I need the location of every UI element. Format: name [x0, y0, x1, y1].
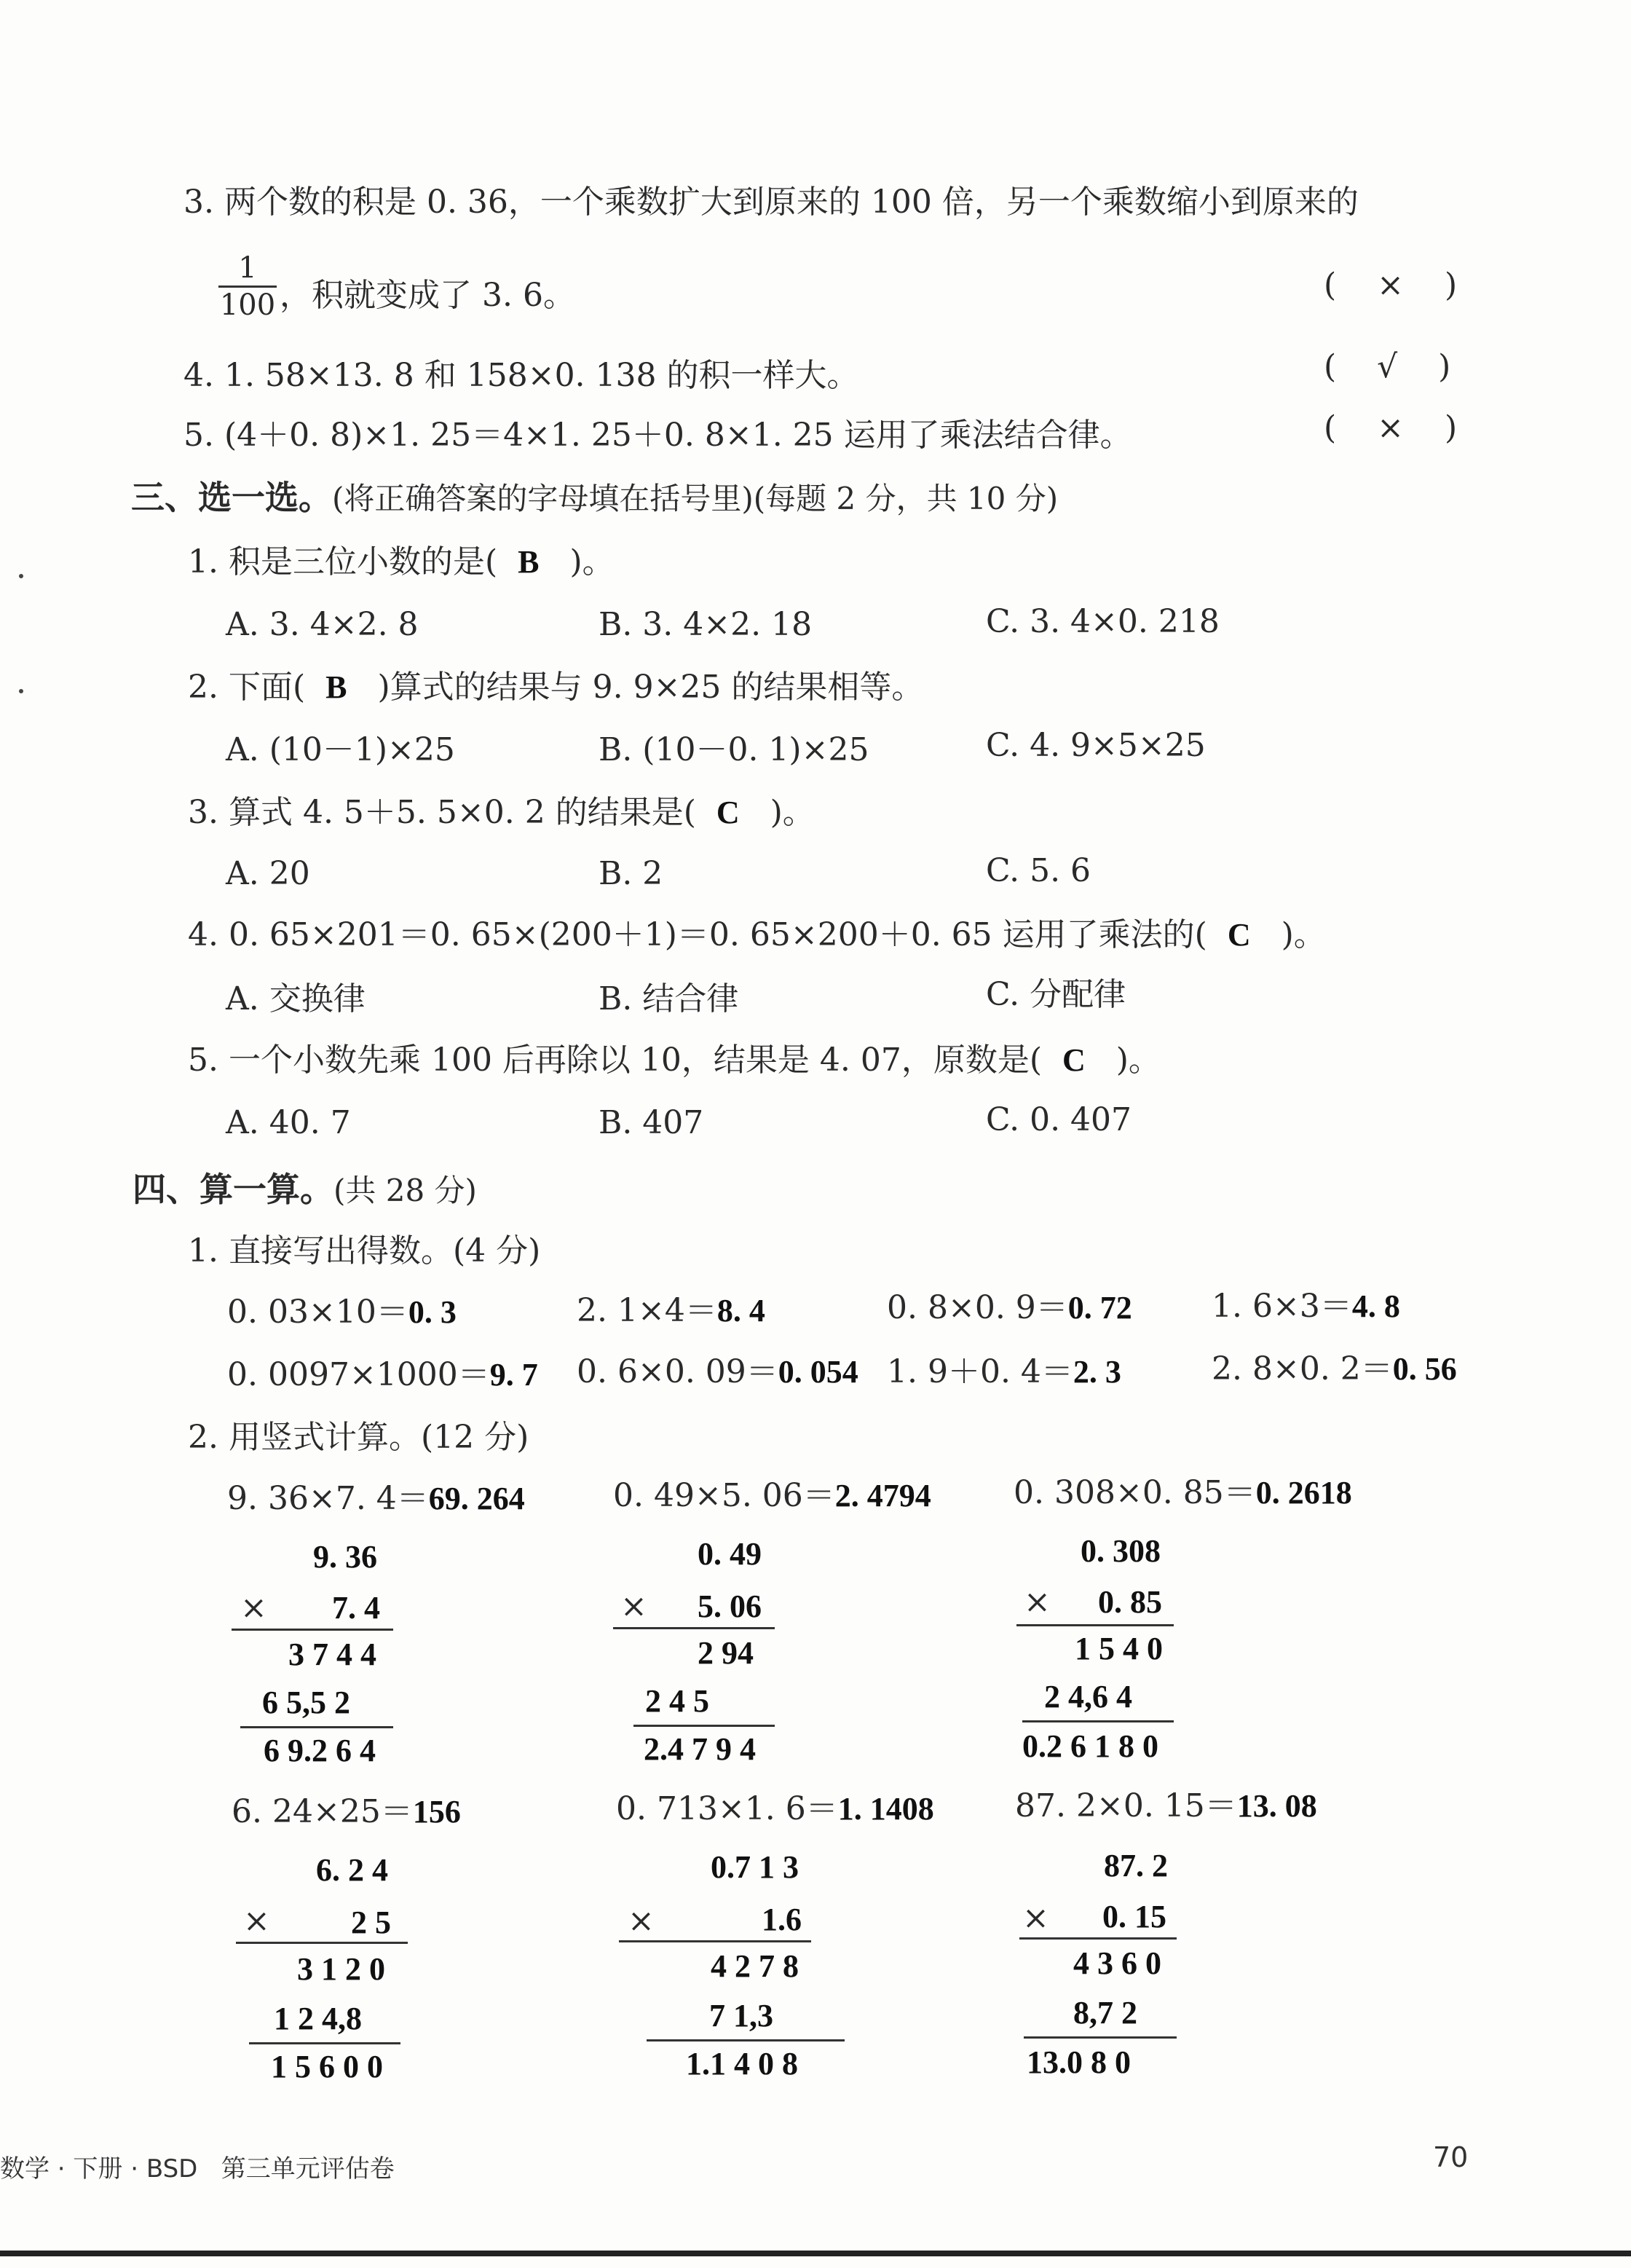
direct-calc-answer: 0. 054: [778, 1354, 858, 1390]
tf-q5-answer: ×: [1377, 409, 1404, 446]
vcalc-rule: [1019, 1937, 1177, 1940]
margin-mark: [19, 689, 23, 693]
vcalc-2-partial-1: 2 94: [698, 1635, 754, 1671]
margin-mark: [19, 574, 23, 578]
choice-q2-option-b: B. (10－0. 1)×25: [599, 731, 869, 768]
choice-question-1: 1. 积是三位小数的是( B )。: [188, 543, 615, 580]
vcalc-1-partial-1: 3 7 4 4: [288, 1637, 376, 1672]
times-sign: ×: [620, 1588, 647, 1625]
tf-question-4: 4. 1. 58×13. 8 和 158×0. 138 的积一样大。: [183, 357, 859, 394]
choice-q4-answer: C: [1227, 917, 1251, 953]
vcalc-rule: [633, 1725, 775, 1727]
times-sign: ×: [628, 1902, 655, 1940]
section-3-header: [131, 476, 1058, 520]
vcalc-3-multiplier: 0. 85: [1098, 1584, 1162, 1620]
vertical-calc-answer: 1. 1408: [837, 1791, 934, 1827]
section-4-header: [133, 1168, 477, 1212]
footer-book-info: [0, 2149, 395, 2184]
choice-q1-answer: B: [518, 544, 540, 580]
footer-book: 数学 · 下册 · BSD: [0, 2154, 198, 2184]
footer-unit: 第三单元评估卷: [221, 2154, 395, 2184]
choice-q4-option-c: C. 分配律: [986, 976, 1126, 1013]
direct-calc-answer: 0. 56: [1392, 1351, 1457, 1387]
vcalc-6-multiplier: 0. 15: [1102, 1899, 1166, 1934]
times-sign: ×: [243, 1902, 270, 1940]
vcalc-rule: [236, 1942, 408, 1944]
choice-q1-option-c: C. 3. 4×0. 218: [986, 603, 1220, 640]
calc-sub-1-title: 1. 直接写出得数。(4 分): [188, 1232, 541, 1269]
vcalc-5-multiplier: 1.6: [762, 1902, 802, 1937]
section-4-title: 四、算一算。: [133, 1170, 333, 1209]
vcalc-2-result: 2.4 7 9 4: [644, 1731, 756, 1767]
choice-q2-option-a: A. (10－1)×25: [226, 731, 455, 768]
choice-q3-option-a: A. 20: [226, 855, 310, 892]
bottom-border: [0, 2251, 1631, 2256]
direct-calc-answer: 4. 8: [1351, 1288, 1400, 1324]
choice-q1-option-b: B. 3. 4×2. 18: [599, 606, 813, 643]
vertical-calc-equation: 0. 49×5. 06＝2. 4794: [613, 1477, 931, 1514]
vertical-calc-answer: 2. 4794: [834, 1478, 931, 1513]
direct-calc-item: 1. 9＋0. 4＝2. 3: [887, 1353, 1121, 1390]
vcalc-1-multiplicand: 9. 36: [313, 1539, 377, 1575]
vcalc-rule: [1024, 2036, 1177, 2039]
choice-q1-option-a: A. 3. 4×2. 8: [226, 606, 419, 643]
vcalc-4-partial-1: 3 1 2 0: [297, 1951, 385, 1987]
section-4-note: (共 28 分): [333, 1173, 477, 1208]
times-sign: ×: [240, 1589, 267, 1626]
direct-calc-item: 0. 8×0. 9＝0. 72: [887, 1289, 1132, 1326]
tf-question-3-cont: ，积就变成了 3. 6。: [280, 277, 575, 314]
direct-calc-answer: 2. 3: [1073, 1354, 1121, 1390]
tf-q3-answer: ×: [1377, 267, 1404, 304]
choice-q4-option-a: A. 交换律: [226, 980, 366, 1017]
vertical-calc-equation: 0. 713×1. 6＝1. 1408: [616, 1790, 934, 1827]
tf-q3-fraction: [218, 251, 277, 323]
vcalc-4-multiplicand: 6. 2 4: [316, 1852, 388, 1888]
direct-calc-item: 0. 03×10＝0. 3: [227, 1294, 457, 1331]
vcalc-4-result: 1 5 6 0 0: [271, 2049, 383, 2084]
vcalc-3-partial-2: 2 4,6 4: [1044, 1679, 1132, 1714]
direct-calc-answer: 0. 3: [408, 1294, 457, 1330]
vertical-calc-equation: 0. 308×0. 85＝0. 2618: [1014, 1474, 1352, 1511]
vcalc-rule: [1016, 1624, 1174, 1626]
vcalc-6-partial-1: 4 3 6 0: [1073, 1945, 1161, 1981]
direct-calc-item: 0. 0097×1000＝9. 7: [227, 1356, 538, 1393]
page-number: 70: [1433, 2141, 1469, 2173]
vcalc-6-multiplicand: 87. 2: [1104, 1848, 1168, 1883]
direct-calc-item: 0. 6×0. 09＝0. 054: [577, 1353, 858, 1390]
fraction-denominator: 100: [218, 286, 277, 323]
vertical-calc-equation: 6. 24×25＝156: [232, 1793, 461, 1830]
calc-sub-2-title: 2. 用竖式计算。(12 分): [188, 1419, 529, 1456]
direct-calc-answer: 0. 72: [1067, 1290, 1132, 1326]
vertical-calc-answer: 69. 264: [428, 1481, 525, 1516]
tf-q4-answer: √: [1377, 348, 1398, 385]
vcalc-2-partial-2: 2 4 5: [645, 1683, 709, 1719]
direct-calc-answer: 8. 4: [716, 1293, 765, 1328]
vcalc-rule: [613, 1627, 775, 1629]
vcalc-1-multiplier: 7. 4: [332, 1590, 380, 1626]
vertical-calc-answer: 0. 2618: [1255, 1475, 1352, 1511]
vcalc-5-partial-1: 4 2 7 8: [711, 1948, 799, 1984]
vcalc-1-partial-2: 6 5,5 2: [262, 1685, 350, 1720]
choice-q5-option-b: B. 407: [599, 1104, 704, 1141]
times-sign: ×: [1022, 1899, 1049, 1937]
choice-q3-answer: C: [716, 795, 740, 830]
vertical-calc-answer: 156: [412, 1794, 461, 1830]
vcalc-5-multiplicand: 0.7 1 3: [711, 1849, 799, 1885]
direct-calc-answer: 9. 7: [489, 1357, 538, 1393]
vcalc-3-partial-1: 1 5 4 0: [1075, 1631, 1163, 1666]
tf-q3-answer-box: ( × ): [1324, 267, 1458, 304]
vcalc-rule: [619, 1940, 811, 1942]
direct-calc-item: 2. 1×4＝8. 4: [577, 1292, 765, 1329]
fraction-numerator: 1: [238, 251, 257, 285]
section-3-note: (将正确答案的字母填在括号里)(每题 2 分，共 10 分): [332, 481, 1059, 516]
choice-q5-answer: C: [1062, 1042, 1086, 1078]
tf-question-3: 3. 两个数的积是 0. 36，一个乘数扩大到原来的 100 倍，另一个乘数缩小到原来的: [183, 184, 1359, 221]
vcalc-5-result: 1.1 4 0 8: [686, 2046, 798, 2082]
choice-q3-option-b: B. 2: [599, 855, 663, 892]
vcalc-rule: [647, 2039, 845, 2041]
vcalc-6-partial-2: 8,7 2: [1073, 1995, 1137, 2031]
tf-q4-answer-box: ( √ ): [1324, 348, 1451, 385]
vcalc-3-result: 0.2 6 1 8 0: [1022, 1728, 1158, 1764]
vcalc-3-multiplicand: 0. 308: [1081, 1533, 1161, 1569]
choice-question-3: 3. 算式 4. 5＋5. 5×0. 2 的结果是( C )。: [188, 794, 815, 831]
vertical-calc-answer: 13. 08: [1236, 1788, 1317, 1824]
choice-q5-option-a: A. 40. 7: [226, 1104, 351, 1141]
vertical-calc-equation: 9. 36×7. 4＝69. 264: [227, 1480, 525, 1517]
choice-q2-option-c: C. 4. 9×5×25: [986, 727, 1206, 764]
choice-q5-option-c: C. 0. 407: [986, 1101, 1132, 1138]
choice-q2-answer: B: [325, 669, 347, 705]
vcalc-4-partial-2: 1 2 4,8: [274, 2001, 362, 2036]
direct-calc-item: 1. 6×3＝4. 8: [1212, 1288, 1400, 1325]
vertical-calc-equation: 87. 2×0. 15＝13. 08: [1015, 1787, 1317, 1824]
vcalc-5-partial-2: 7 1,3: [709, 1998, 773, 2033]
tf-question-5: 5. (4＋0. 8)×1. 25＝4×1. 25＋0. 8×1. 25 运用了乘法结合律。: [183, 417, 1132, 454]
tf-q5-answer-box: ( × ): [1324, 409, 1458, 446]
choice-q3-option-c: C. 5. 6: [986, 852, 1091, 889]
vcalc-rule: [1022, 1720, 1174, 1722]
vcalc-rule: [249, 2042, 400, 2044]
vcalc-rule: [232, 1629, 393, 1631]
direct-calc-item: 2. 8×0. 2＝0. 56: [1212, 1350, 1457, 1387]
choice-question-4: 4. 0. 65×201＝0. 65×(200＋1)＝0. 65×200＋0. 65 运用了乘法的( C )。: [188, 916, 1326, 953]
section-3-title: 三、选一选。: [131, 478, 332, 517]
vcalc-rule: [240, 1726, 393, 1728]
vcalc-2-multiplier: 5. 06: [698, 1588, 762, 1624]
vcalc-2-multiplicand: 0. 49: [698, 1536, 762, 1572]
choice-question-2: 2. 下面( B )算式的结果与 9. 9×25 的结果相等。: [188, 669, 924, 706]
vcalc-6-result: 13.0 8 0: [1027, 2044, 1131, 2080]
choice-question-5: 5. 一个小数先乘 100 后再除以 10，结果是 4. 07，原数是( C )。: [188, 1042, 1161, 1079]
vcalc-4-multiplier: 2 5: [351, 1905, 391, 1940]
times-sign: ×: [1024, 1583, 1051, 1621]
choice-q4-option-b: B. 结合律: [599, 980, 739, 1017]
vcalc-1-result: 6 9.2 6 4: [264, 1733, 376, 1768]
